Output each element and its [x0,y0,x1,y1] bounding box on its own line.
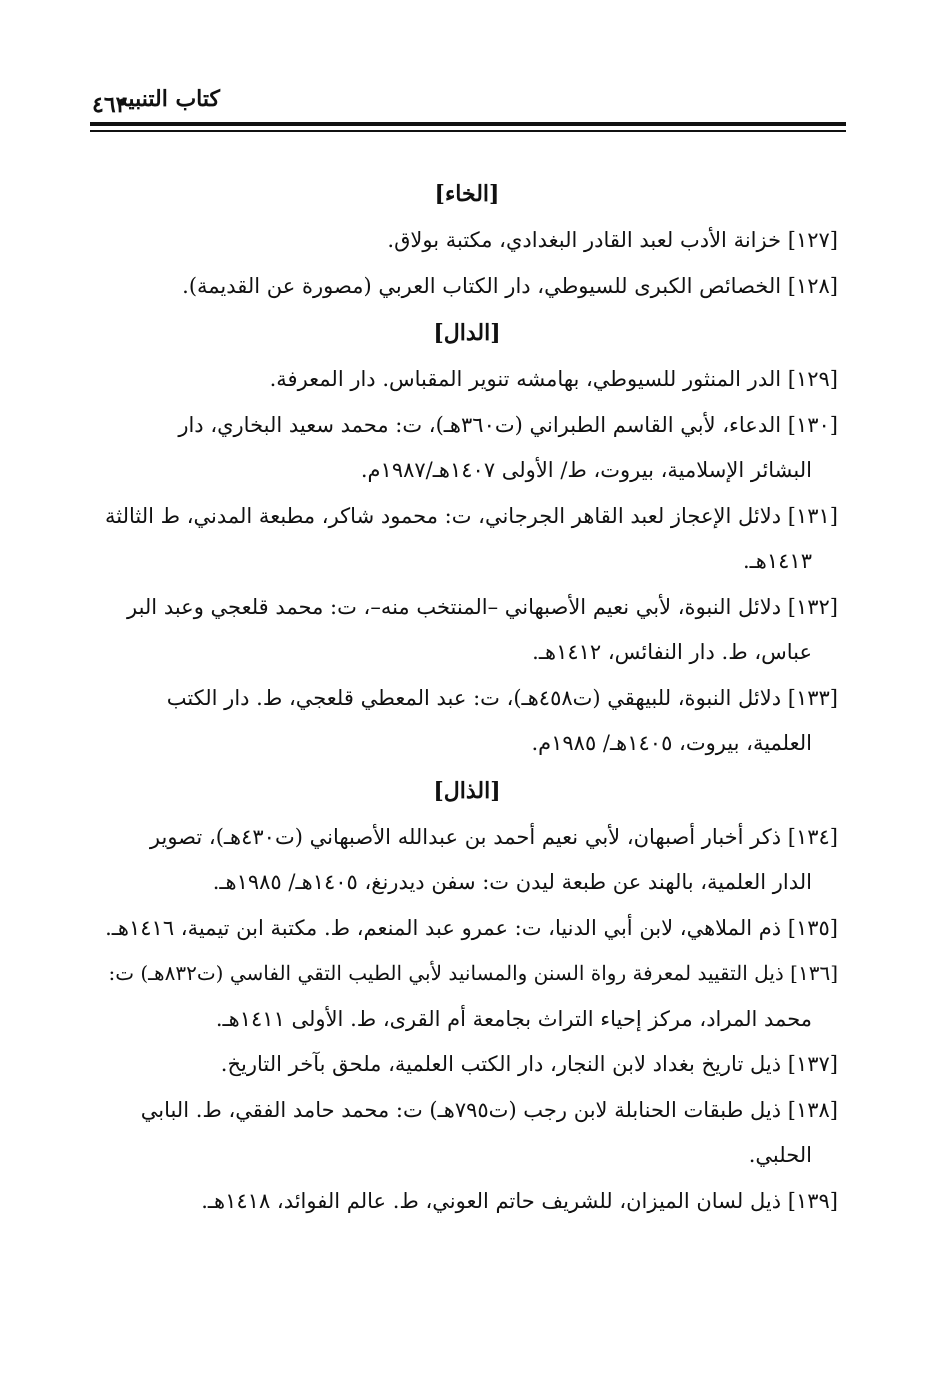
entry-continuation-line: محمد المراد، مركز إحياء التراث بجامعة أم القرى، ط. الأولى ١٤١١هـ. [215,1006,812,1031]
bibliography-entry-129 [96,357,838,403]
header-rule-thick [90,122,846,126]
section-heading-dal: [الدال] [433,320,501,346]
entry-line: [١٣٨] ذيل طبقات الحنابلة لابن رجب (ت٧٩٥هـ) ت: محمد حامد الفقي، ط. البابي [140,1097,838,1122]
section-heading-khaa: [الخاء] [434,181,500,207]
entry-line: [١٣٣] دلائل النبوة، للبيهقي (ت٤٥٨هـ)، ت: عبد المعطي قلعجي، ط. دار الكتب [166,685,838,710]
entry-line: [١٣٧] ذيل تاريخ بغداد لابن النجار، دار الكتب العلمية، ملحق بآخر التاريخ. [220,1052,838,1076]
entry-line: [١٣٥] ذم الملاهي، لابن أبي الدنيا، ت: عمرو عبد المنعم، ط. مكتبة ابن تيمية، ١٤١٦هـ. [105,915,838,940]
entry-continuation-line: العلمية، بيروت، ١٤٠٥هـ/ ١٩٨٥م. [531,731,812,755]
entry-line: [١٣٩] ذيل لسان الميزان، للشريف حاتم العوني، ط. عالم الفوائد، ١٤١٨هـ. [201,1188,838,1213]
bibliography-list [96,170,838,1224]
bibliography-entry-137 [96,1042,838,1088]
entry-continuation-line: ١٤١٣هـ. [742,549,812,573]
entry-line: [١٢٧] خزانة الأدب لعبد القادر البغدادي، مكتبة بولاق. [387,228,838,252]
entry-line: [١٣٤] ذكر أخبار أصبهان، لأبي نعيم أحمد بن عبدالله الأصبهاني (ت٤٣٠هـ)، تصوير [149,824,838,849]
entry-continuation-line: الدار العلمية، بالهند عن طبعة ليدن ت: سفن ديدرنغ، ١٤٠٥هـ/ ١٩٨٥هـ. [212,870,812,894]
running-title: كتاب التنبيه [116,86,220,112]
bibliography-entry-133 [96,676,838,767]
entry-line: [١٢٨] الخصائص الكبرى للسيوطي، دار الكتاب العربي (مصورة عن القديمة). [182,273,838,298]
bibliography-entry-138 [96,1088,838,1179]
entry-continuation-line: البشائر الإسلامية، بيروت، ط/ الأولى ١٤٠٧هـ/١٩٨٧م. [360,458,812,482]
bibliography-entry-139 [96,1179,838,1225]
bibliography-entry-134 [96,815,838,906]
bibliography-entry-136 [96,951,838,1042]
header-rule-thin [90,130,846,132]
section-heading-dhal: [الذال] [433,777,501,804]
entry-line: [١٣٠] الدعاء، لأبي القاسم الطبراني (ت٣٦٠هـ)، ت: محمد سعيد البخاري، دار [178,412,838,437]
entry-line: [١٣٦] ذيل التقييد لمعرفة رواة السنن والمسانيد لأبي الطيب التقي الفاسي (ت٨٣٢هـ) ت: [108,961,838,985]
bibliography-entry-135 [96,906,838,952]
bibliography-entry-130 [96,403,838,494]
entry-line: [١٣١] دلائل الإعجاز لعبد القاهر الجرجاني، ت: محمود شاكر، مطبعة المدني، ط الثالثة [105,503,838,528]
page-number: ٤٦٢ [92,92,128,118]
entry-continuation-line: الحلبي. [748,1143,812,1167]
entry-line: [١٢٩] الدر المنثور للسيوطي، بهامشه تنوير المقباس. دار المعرفة. [269,367,838,391]
entry-line: [١٣٢] دلائل النبوة، لأبي نعيم الأصبهاني –المنتخب منه–، ت: محمد قلعجي وعبد البر [126,594,838,619]
bibliography-entry-128 [96,264,838,310]
bibliography-entry-127 [96,218,838,264]
entry-continuation-line: عباس، ط. دار النفائس، ١٤١٢هـ. [532,640,812,664]
bibliography-entry-132 [96,585,838,676]
bibliography-entry-131 [96,494,838,585]
